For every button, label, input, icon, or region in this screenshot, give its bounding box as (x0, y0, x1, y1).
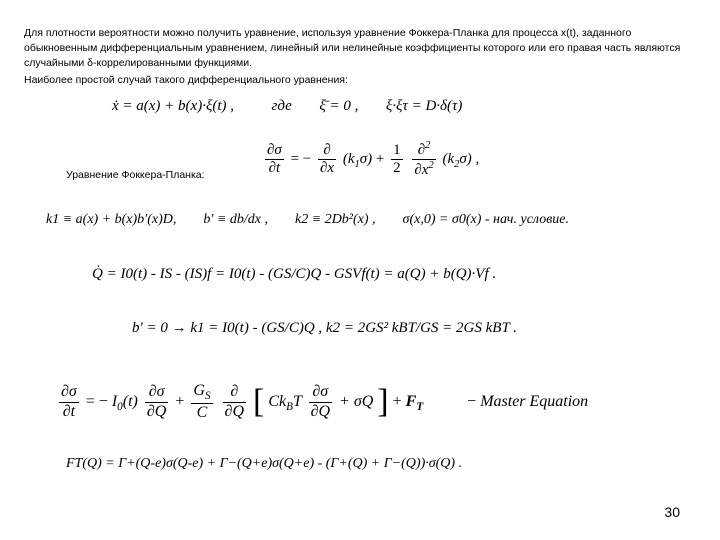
equation-sde (112, 98, 462, 115)
intro-sentence: Наиболее простой случай такого дифференциального уравнения: (24, 74, 348, 86)
fokker-planck-label: Уравнение Фоккера-Планка: (66, 169, 205, 181)
coef-bprime: b′ ≡ db/dx , (203, 212, 269, 227)
initial-condition: σ(x,0) = σ0(x) - (402, 212, 490, 227)
equation-ft: FT(Q) = Γ+(Q-e)σ(Q-e) + Γ−(Q+e)σ(Q+e) - (Γ+(Q) + Γ−(Q))·σ(Q) . (66, 456, 463, 471)
noise-correlation: ξ·ξτ = D·δ(τ) (385, 98, 463, 114)
equation-charge: Q̇ = I0(t) - IS - (IS)f = I0(t) - (GS/C)Q - GSVf(t) = a(Q) + b(Q)·Vf . (92, 266, 497, 282)
coef-k2: k2 ≡ 2Db²(x) , (295, 212, 376, 227)
master-equation-label: Master Equation (480, 392, 589, 410)
where-word: где (271, 98, 292, 114)
equation-sde-main: ẋ = a(x) + b(x)·ξ(t) , (112, 98, 235, 114)
noise-mean: ξ̄ = 0 , (319, 98, 359, 114)
intro-paragraph: Для плотности вероятности можно получить уравнение, используя уравнение Фоккера-Планка для процесса x(t), заданного обыкновенным дифференциальным уравнением, линейный или нелинейные коэффициенты которого или его правая часть являются случайными δ-коррелированными функциями. (24, 27, 681, 70)
fokker-planck-equation: $\frac{\partial\sigma}{\partial t}$ = − $\frac{\partial}{\partial x}$ $(k_1\sigma)$ + $\frac{1}{2}$ $\frac{\partial^2}{\partial x^2}$ $(k_2\sigma)$ , (267, 140, 480, 179)
master-equation: $\frac{\partial\sigma}{\partial t}$ = − $I_0(t)$ $\frac{\partial\sigma}{\partial Q}$ + $\frac{G_S}{C}$ $\frac{\partial}{\partial Q}$ [ $Ck_BT$ $\frac{\partial\sigma}{\partial Q}$ + σQ ] + $F_T$ − Master Equation (61, 382, 589, 422)
page-number: 30 (664, 504, 680, 520)
initial-condition-text: нач. условие. (493, 212, 569, 227)
coefficients-line (46, 212, 569, 228)
coef-k1: k1 ≡ a(x) + b(x)b′(x)D, (46, 212, 177, 227)
equation-coefficients-b0: b′ = 0 → k1 = I0(t) - (GS/C)Q , k2 = 2GS² kBT/GS = 2GS kBT . (132, 320, 518, 336)
